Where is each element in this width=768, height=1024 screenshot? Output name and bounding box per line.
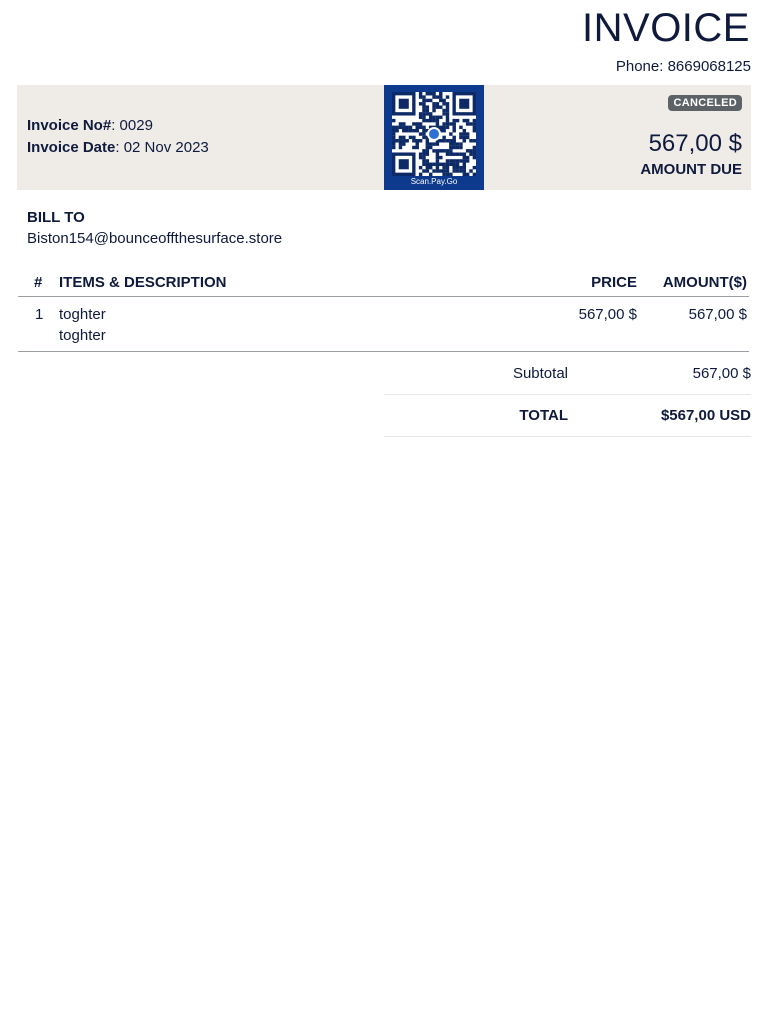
invoice-title: INVOICE [582, 6, 750, 50]
invoice-number-label: Invoice No# [27, 117, 112, 134]
invoice-date-label: Invoice Date [27, 139, 116, 156]
amount-due-label: AMOUNT DUE [640, 161, 742, 178]
invoice-number-value: : 0029 [111, 117, 153, 134]
column-header-items: ITEMS & DESCRIPTION [59, 274, 227, 291]
row-item-name: toghter [59, 306, 106, 323]
bill-to-email: Biston154@bounceoffthesurface.store [27, 230, 283, 247]
row-amount: 567,00 $ [688, 306, 747, 323]
column-header-price: PRICE [591, 274, 637, 291]
row-item-description: toghter [59, 327, 106, 344]
table-header-divider [18, 296, 749, 297]
payment-qr-code[interactable] [384, 85, 484, 190]
amount-due-value: 567,00 $ [648, 130, 742, 157]
total-label: TOTAL [519, 407, 568, 424]
invoice-number [27, 117, 153, 134]
row-price: 567,00 $ [578, 306, 637, 323]
subtotal-value: 567,00 $ [692, 365, 751, 382]
column-header-number: # [34, 274, 43, 291]
status-badge: CANCELED [668, 95, 742, 111]
total-divider [384, 436, 751, 437]
subtotal-label: Subtotal [512, 365, 568, 382]
subtotal-divider [384, 394, 751, 395]
invoice-date-value: : 02 Nov 2023 [115, 139, 209, 156]
qr-caption: Scan.Pay.Go [410, 177, 458, 186]
table-bottom-divider [18, 351, 749, 352]
row-number: 1 [35, 306, 44, 323]
qr-code-icon [392, 92, 476, 176]
phone-number: Phone: 8669068125 [615, 58, 751, 75]
column-header-amount: AMOUNT($) [662, 274, 747, 291]
bill-to-label: BILL TO [27, 209, 85, 226]
total-value: $567,00 USD [660, 407, 751, 424]
invoice-date [27, 139, 209, 156]
